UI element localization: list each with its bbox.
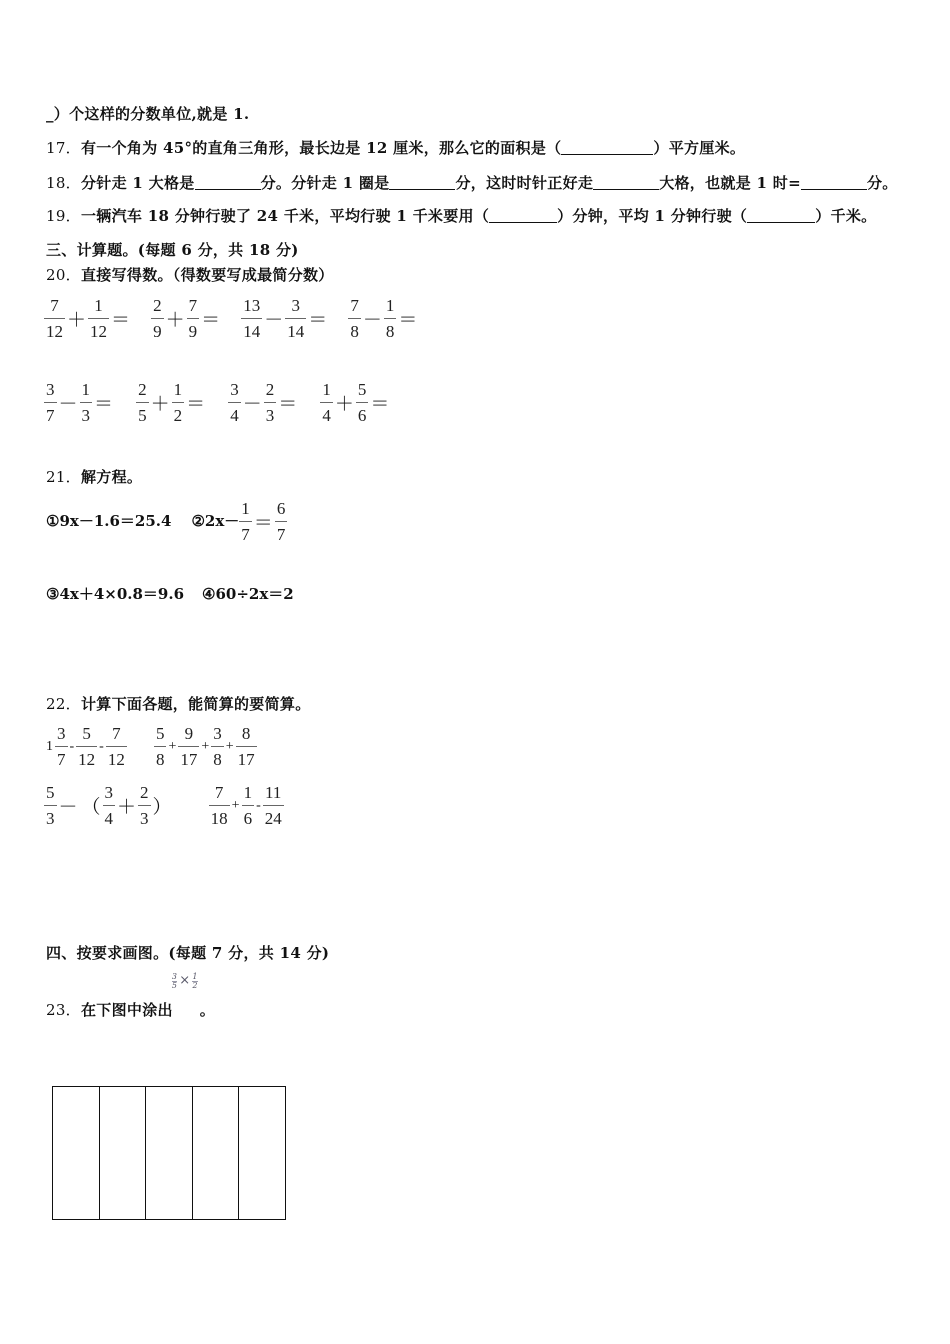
question-17 — [46, 137, 745, 158]
equation-1: ①9x－1.6＝25.4 — [46, 512, 172, 530]
q22-expression-1: 1 $\frac{3}{7}$ - $\frac{5}{12}$ - $\frac{7}{12}$ — [46, 724, 125, 769]
question-text: 分，这时时针正好走 — [455, 174, 594, 192]
fraction: $\frac{1}{8}$ — [385, 296, 395, 341]
grid-cell[interactable] — [146, 1087, 193, 1219]
fraction: $\frac{5}{12}$ — [78, 724, 96, 769]
fraction: $\frac{7}{12}$ — [107, 724, 125, 769]
fraction: $\frac{1}{6}$ — [243, 783, 253, 828]
q22-expression-2: $\frac{5}{8}$ + $\frac{9}{17}$ + $\frac{3}{8}$ + $\frac{8}{17}$ — [155, 724, 255, 769]
answer-blank[interactable] — [593, 175, 659, 190]
fraction: $\frac{11}{24}$ — [264, 783, 282, 828]
fraction: $\frac{1}{2}$ — [192, 972, 198, 990]
fraction: $\frac{3}{4}$ — [104, 783, 114, 828]
question-number: 17． — [46, 139, 81, 157]
q20-item: $\frac{2}{9}$ ＋ $\frac{7}{9}$ ＝ — [153, 296, 221, 341]
fraction: $\frac{5}{3}$ — [46, 783, 55, 828]
q20-row-2 — [44, 380, 391, 425]
fraction: $\frac{3}{7}$ — [46, 380, 55, 425]
q23-expression-image — [172, 973, 198, 991]
q22-expression-4: $\frac{7}{18}$ + $\frac{1}{6}$ - $\frac{11}{24}$ — [210, 783, 282, 828]
question-21 — [46, 466, 142, 487]
question-number: 20． — [46, 266, 81, 284]
q20-item: $\frac{7}{8}$ － $\frac{1}{8}$ ＝ — [350, 296, 418, 341]
equation-2-label: ②2x－ — [191, 512, 240, 530]
fraction: $\frac{2}{9}$ — [153, 296, 162, 341]
fraction: $\frac{7}{9}$ — [188, 296, 198, 341]
fraction: $\frac{5}{6}$ — [357, 380, 367, 425]
answer-blank[interactable] — [561, 140, 653, 155]
question-number: 18． — [46, 174, 81, 192]
grid-cell[interactable] — [193, 1087, 240, 1219]
q20-item: $\frac{3}{4}$ － $\frac{2}{3}$ ＝ — [230, 380, 298, 425]
question-text: 计算下面各题，能简算的要简算。 — [81, 695, 311, 713]
question-text: 一辆汽车 18 分钟行驶了 24 千米，平均行驶 1 千米要用（ — [81, 207, 490, 225]
answer-blank[interactable] — [489, 208, 557, 223]
question-text: ）平方厘米。 — [653, 139, 746, 157]
fraction: $\frac{7}{12}$ — [46, 296, 63, 341]
question-text: 有一个角为 45°的直角三角形，最长边是 12 厘米，那么它的面积是（ — [81, 139, 562, 157]
question-19 — [46, 205, 876, 226]
fraction: $\frac{3}{7}$ — [57, 724, 66, 769]
fraction: $\frac{1}{12}$ — [90, 296, 108, 341]
question-number: 22． — [46, 695, 81, 713]
answer-blank[interactable] — [389, 175, 455, 190]
question-text: 解方程。 — [81, 468, 143, 486]
fraction: $\frac{1}{7}$ — [241, 499, 250, 544]
q20-item: $\frac{7}{12}$ ＋ $\frac{1}{12}$ ＝ — [46, 296, 131, 341]
answer-blank[interactable] — [195, 175, 261, 190]
question-text: 分针走 1 大格是 — [81, 174, 195, 192]
section-heading-4: 四、按要求画图。(每题 7 分，共 14 分) — [46, 944, 330, 962]
answer-blank[interactable] — [747, 208, 815, 223]
fraction: $\frac{1}{2}$ — [173, 380, 183, 425]
question-text: 在下图中涂出 — [81, 1001, 173, 1019]
q22-expression-3: $\frac{5}{3}$ － （ $\frac{3}{4}$ ＋ $\frac{2}{3}$ ） — [46, 783, 172, 828]
q22-row-1 — [44, 724, 257, 769]
fraction: $\frac{7}{8}$ — [350, 296, 359, 341]
question-text: ）分钟，平均 1 分钟行驶（ — [557, 207, 748, 225]
q21-equations-row-2 — [46, 583, 294, 604]
question-20 — [46, 264, 334, 285]
q20-item: $\frac{3}{7}$ － $\frac{1}{3}$ ＝ — [46, 380, 114, 425]
q21-equations-row-1: ①9x－1.6＝25.4 ②2x－ $\frac{1}{7}$ ＝ $\frac{6}{7}$ — [46, 499, 286, 544]
question-text: 分。 — [866, 174, 898, 192]
question-text: ）千米。 — [815, 207, 877, 225]
shading-grid — [52, 1086, 286, 1220]
question-number: 21． — [46, 468, 81, 486]
question-number: 19． — [46, 207, 81, 225]
q20-row-1 — [44, 296, 419, 341]
fraction: $\frac{2}{3}$ — [140, 783, 149, 828]
question-text: 分。分针走 1 圈是 — [260, 174, 390, 192]
q20-item: $\frac{1}{4}$ ＋ $\frac{5}{6}$ ＝ — [322, 380, 390, 425]
section-heading-3: 三、计算题。(每题 6 分，共 18 分) — [46, 241, 299, 259]
fraction: $\frac{3}{4}$ — [230, 380, 239, 425]
grid-cell[interactable] — [239, 1087, 285, 1219]
question-text: 大格，也就是 1 时= — [659, 174, 801, 192]
q20-item: $\frac{2}{5}$ ＋ $\frac{1}{2}$ ＝ — [138, 380, 206, 425]
fraction: $\frac{6}{7}$ — [276, 499, 286, 544]
grid-cell[interactable] — [100, 1087, 147, 1219]
question-number: 23． — [46, 1001, 81, 1019]
line-continuation: _）个这样的分数单位,就是 1. — [46, 105, 250, 123]
fraction: $\frac{2}{5}$ — [138, 380, 147, 425]
times-sign: × — [179, 973, 191, 988]
question-text-end: 。 — [199, 1001, 216, 1019]
fraction: $\frac{5}{8}$ — [155, 724, 165, 769]
question-22 — [46, 693, 311, 714]
q22-row-2 — [44, 783, 284, 828]
grid-cell[interactable] — [53, 1087, 100, 1219]
fraction: $\frac{3}{5}$ — [171, 972, 178, 990]
q20-item: $\frac{13}{14}$ － $\frac{3}{14}$ ＝ — [243, 296, 328, 341]
answer-blank[interactable] — [801, 175, 867, 190]
equation-3: ③4x＋4×0.8＝9.6 — [46, 585, 185, 603]
fraction: $\frac{1}{4}$ — [322, 380, 331, 425]
fraction: $\frac{13}{14}$ — [243, 296, 261, 341]
question-18 — [46, 172, 898, 193]
fraction: $\frac{3}{14}$ — [287, 296, 305, 341]
question-23 — [46, 973, 215, 1020]
fraction: $\frac{2}{3}$ — [265, 380, 275, 425]
fraction: $\frac{9}{17}$ — [180, 724, 198, 769]
fraction: $\frac{3}{8}$ — [213, 724, 222, 769]
equation-4: ④60÷2x＝2 — [202, 585, 294, 603]
fraction: $\frac{1}{3}$ — [81, 380, 91, 425]
question-text: 直接写得数。（得数要写成最简分数） — [81, 266, 334, 284]
fraction: $\frac{7}{18}$ — [210, 783, 228, 828]
fraction: $\frac{8}{17}$ — [237, 724, 255, 769]
